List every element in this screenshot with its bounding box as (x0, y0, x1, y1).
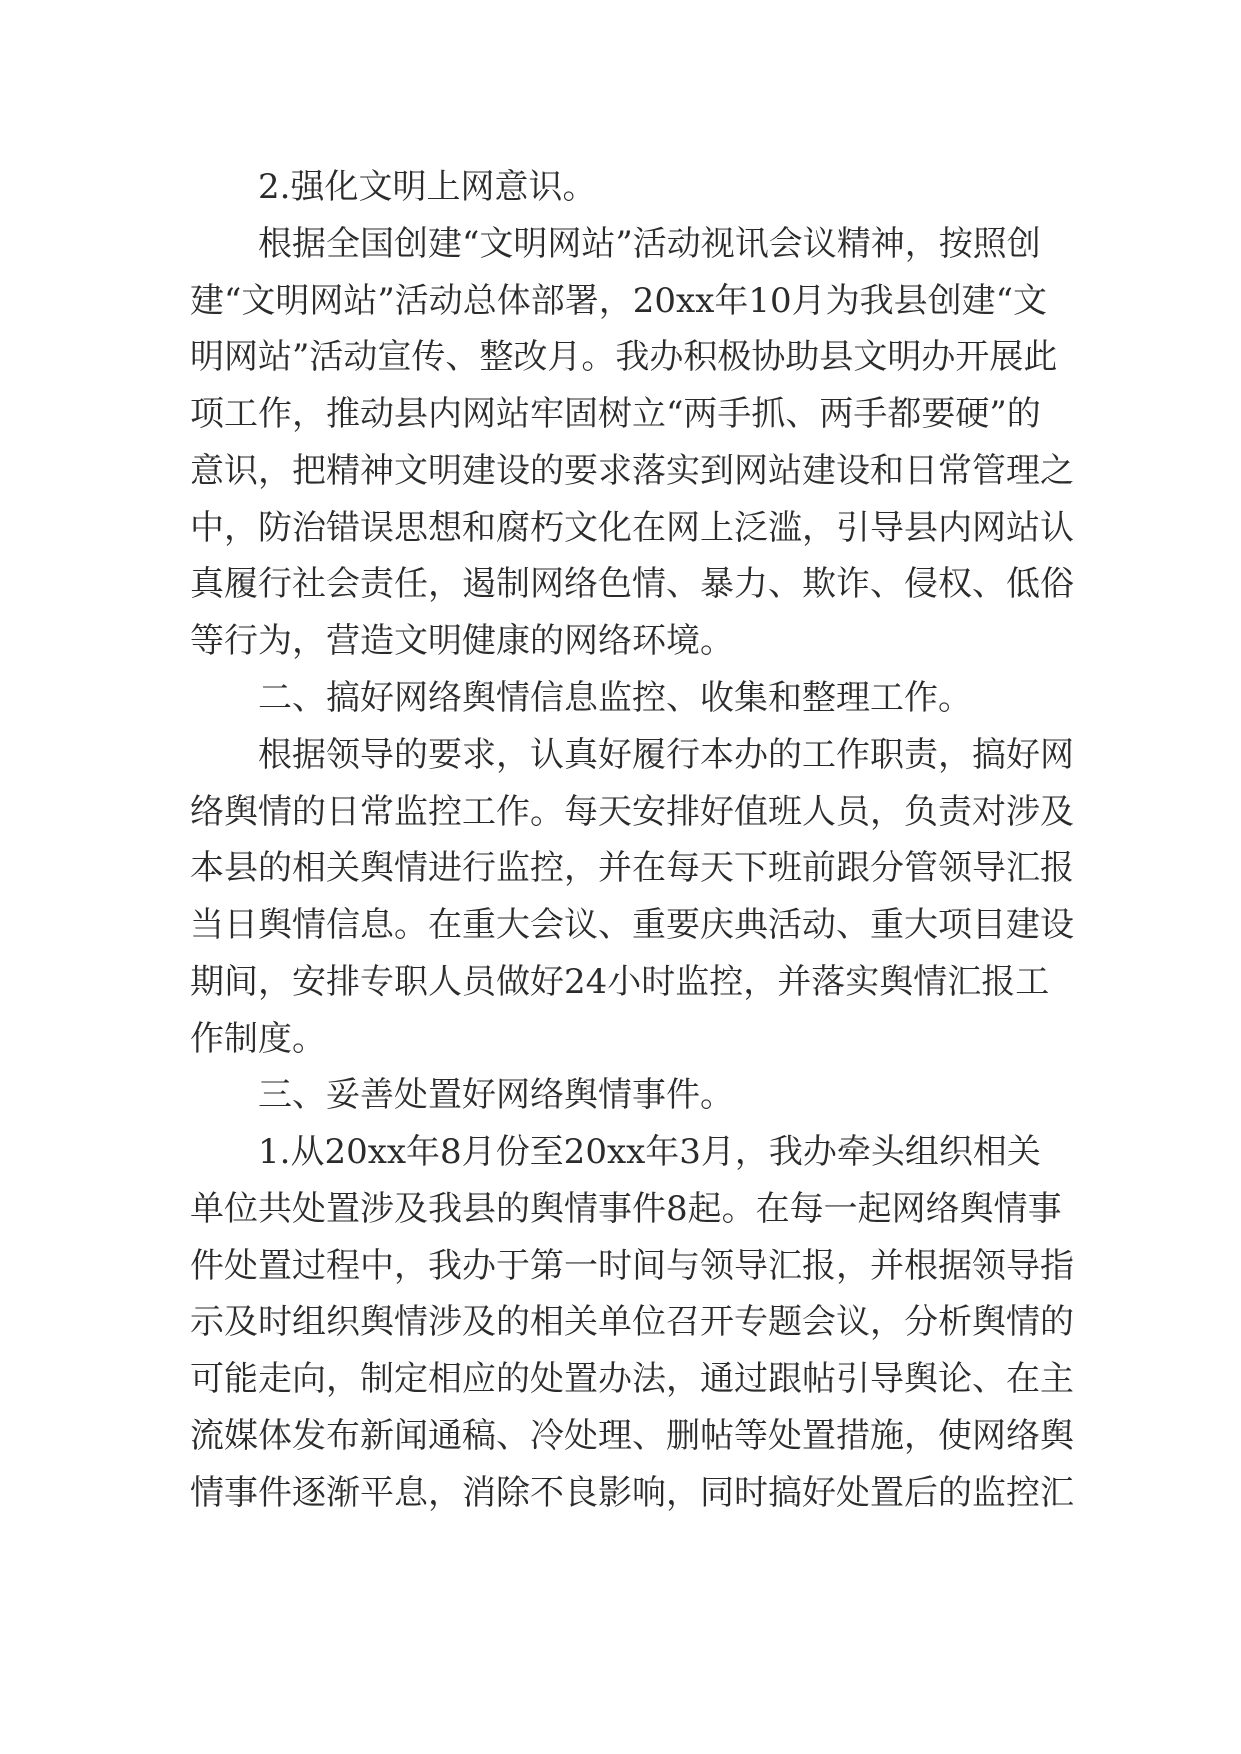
paragraph-line: 单位共处置涉及我县的舆情事件8起。在每一起网络舆情事 (190, 1189, 1062, 1229)
paragraph-line: 作制度。 (190, 1019, 326, 1059)
paragraph-line: 期间，安排专职人员做好24小时监控，并落实舆情汇报工 (190, 962, 1050, 1002)
paragraph-line: 项工作，推动县内网站牢固树立“两手抓、两手都要硬”的 (190, 394, 1041, 434)
paragraph-line: 情事件逐渐平息，消除不良影响，同时搞好处置后的监控汇 (190, 1473, 1074, 1513)
section-heading: 2.强化文明上网意识。 (258, 167, 597, 207)
paragraph-line: 建“文明网站”活动总体部署，20xx年10月为我县创建“文 (190, 281, 1048, 321)
paragraph-line: 络舆情的日常监控工作。每天安排好值班人员，负责对涉及 (190, 792, 1074, 832)
paragraph-line: 真履行社会责任，遏制网络色情、暴力、欺诈、侵权、低俗 (190, 564, 1074, 604)
paragraph-line: 流媒体发布新闻通稿、冷处理、删帖等处置措施，使网络舆 (190, 1416, 1074, 1456)
paragraph-line: 1.从20xx年8月份至20xx年3月，我办牵头组织相关 (258, 1132, 1041, 1172)
paragraph-line: 示及时组织舆情涉及的相关单位召开专题会议，分析舆情的 (190, 1302, 1074, 1342)
paragraph-line: 意识，把精神文明建设的要求落实到网站建设和日常管理之 (190, 451, 1074, 491)
section-heading: 三、妥善处置好网络舆情事件。 (258, 1075, 734, 1115)
paragraph-line: 本县的相关舆情进行监控，并在每天下班前跟分管领导汇报 (190, 848, 1074, 888)
paragraph-line: 根据领导的要求，认真好履行本办的工作职责，搞好网 (258, 735, 1074, 775)
paragraph-line: 可能走向，制定相应的处置办法，通过跟帖引导舆论、在主 (190, 1359, 1074, 1399)
section-heading: 二、搞好网络舆情信息监控、收集和整理工作。 (258, 678, 972, 718)
paragraph-line: 当日舆情信息。在重大会议、重要庆典活动、重大项目建设 (190, 905, 1074, 945)
paragraph-line: 中，防治错误思想和腐朽文化在网上泛滥，引导县内网站认 (190, 508, 1074, 548)
paragraph-line: 明网站”活动宣传、整改月。我办积极协助县文明办开展此 (190, 337, 1058, 377)
paragraph-line: 件处置过程中，我办于第一时间与领导汇报，并根据领导指 (190, 1246, 1074, 1286)
paragraph-line: 等行为，营造文明健康的网络环境。 (190, 621, 734, 661)
paragraph-line: 根据全国创建“文明网站”活动视讯会议精神，按照创 (258, 224, 1041, 264)
